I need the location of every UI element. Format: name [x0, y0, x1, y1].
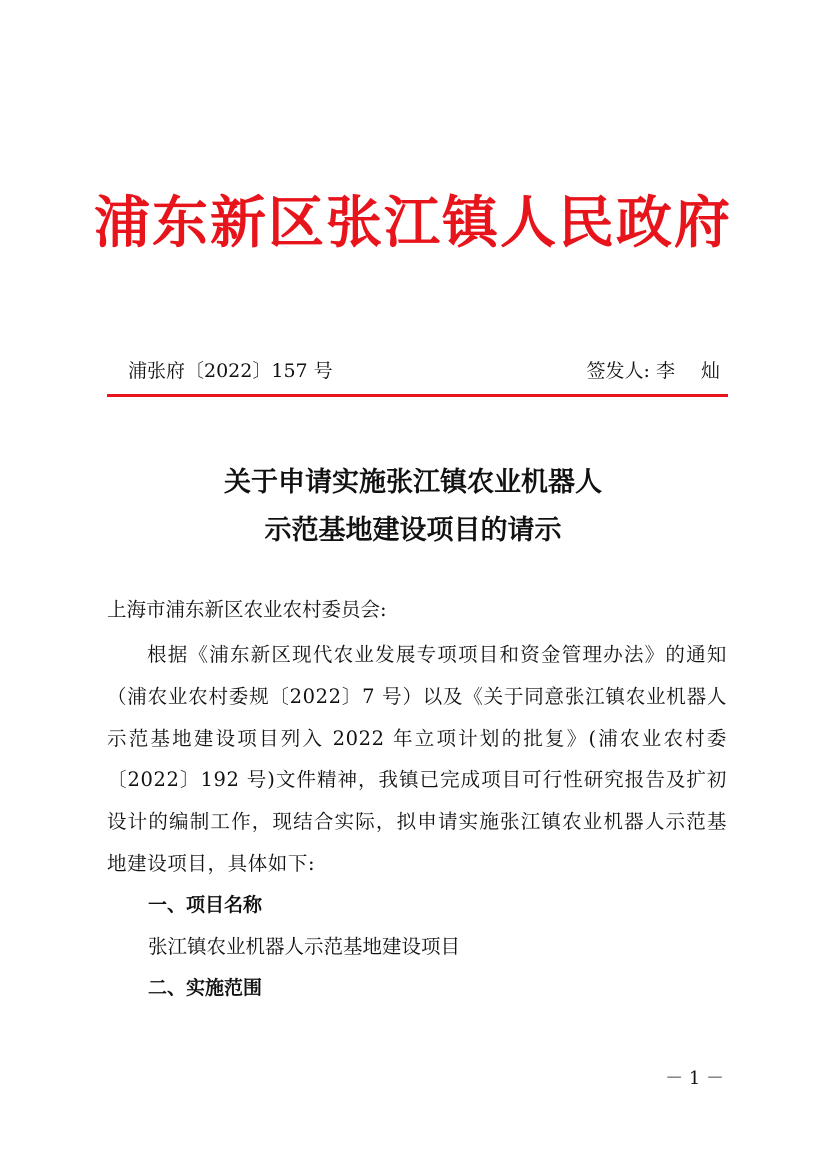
section-heading-scope: 二、实施范围	[148, 977, 263, 999]
document-title-line-2: 示范基地建设项目的请示	[264, 515, 562, 546]
body-paragraph: 根据《浦东新区现代农业发展专项项目和资金管理办法》的通知（浦农业农村委规〔2022〕7 号）以及《关于同意张江镇农业机器人示范基地建设项目列入 2022 年立项计划的批复》(浦农业农村委〔2022〕192 号)文件精神，我镇已完成项目可行性研究报告及扩初设计的编制工作，现结合实际，拟申请实施张江镇农业机器人示范基地建设项目，具体如下:	[107, 643, 727, 875]
section-heading-project-name: 一、项目名称	[148, 894, 263, 916]
salutation: 上海市浦东新区农业农村委员会:	[107, 598, 387, 621]
signer-block	[587, 356, 720, 383]
document-number: 浦张府〔2022〕157 号	[128, 360, 333, 382]
agency-masthead: 浦东新区张江镇人民政府	[94, 190, 732, 256]
signer-surname: 李	[655, 360, 675, 382]
project-name-value: 张江镇农业机器人示范基地建设项目	[148, 935, 461, 958]
signer-label: 签发人:	[586, 360, 650, 382]
document-title-line-1: 关于申请实施张江镇农业机器人	[224, 467, 602, 498]
page-number: － 1 －	[665, 1068, 724, 1089]
signer-given-name: 灿	[700, 360, 720, 382]
red-separator-rule	[107, 394, 728, 397]
